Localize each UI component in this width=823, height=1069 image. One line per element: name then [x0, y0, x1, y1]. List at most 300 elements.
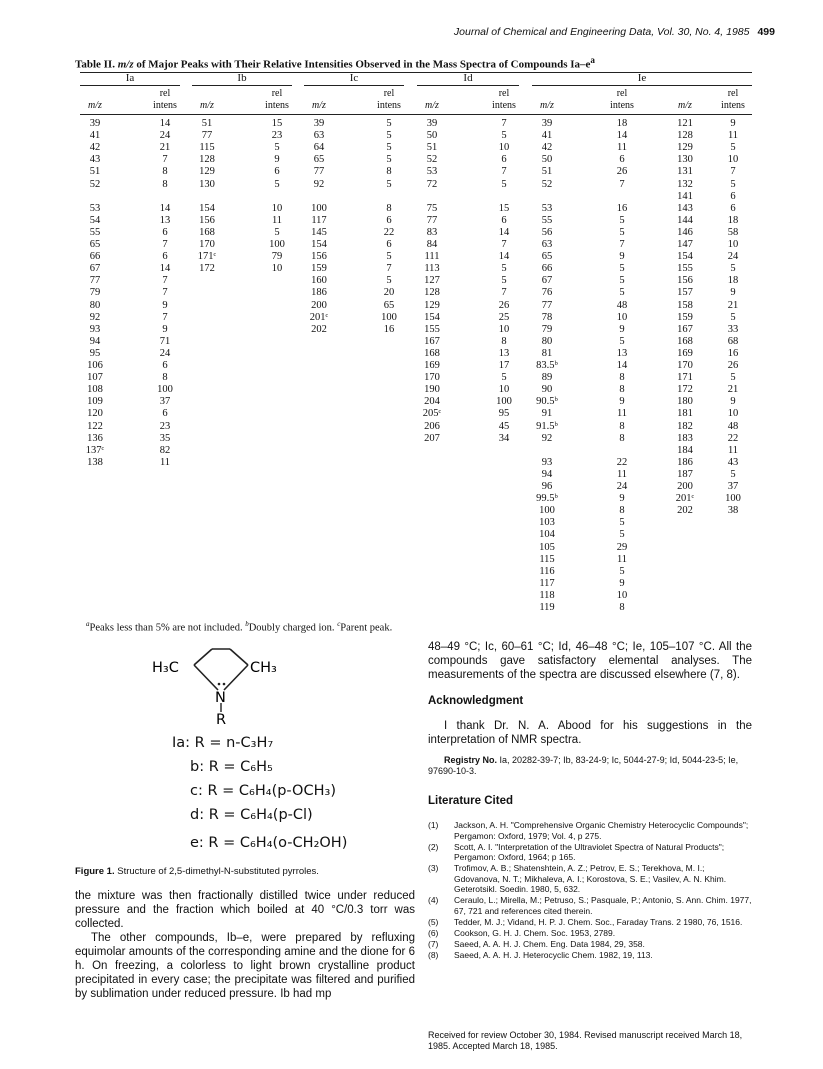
cell-ic-rel: 16: [383, 323, 395, 335]
cell-ie-rel-2: 9: [730, 287, 736, 299]
cell-ia-mz: 77: [89, 275, 101, 287]
cell-ic-mz: 186: [311, 287, 327, 299]
cell-ie-mz-1: 41: [541, 130, 553, 142]
cell-ie-mz-2: 156: [677, 275, 693, 287]
cell-ia-rel: 7: [162, 311, 168, 323]
cell-ie-rel-2: 5: [730, 468, 736, 480]
cell-ie-rel-2: 6: [730, 202, 736, 214]
cell-ie-rel-1: 8: [619, 432, 625, 444]
col-header-intens-ic-rel: intens: [377, 100, 401, 111]
cell-id-rel: 6: [501, 154, 507, 166]
cell-ie-rel-1: 9: [619, 251, 625, 263]
cell-ia-mz: 107: [87, 372, 103, 384]
footnote-mark-c: c: [337, 620, 341, 628]
cell-id-rel: 26: [498, 299, 510, 311]
cell-ie-mz-1: 105: [539, 541, 555, 553]
cell-ie-mz-1: 92: [541, 432, 553, 444]
figure-caption-text: Structure of 2,5-dimethyl-N-substituted pyrroles.: [117, 866, 319, 877]
cell-ia-mz: 120: [87, 408, 103, 420]
cell-ie-rel-1: 48: [616, 299, 628, 311]
cell-ie-rel-2: 22: [727, 432, 739, 444]
registry-numbers: [428, 755, 752, 777]
cell-id-mz: 127: [424, 275, 440, 287]
cell-ia-mz: 65: [89, 239, 101, 250]
reference-item: [428, 950, 752, 961]
cell-id-mz: 53: [426, 166, 438, 178]
cell-ie-rel-2: 18: [727, 214, 739, 226]
cell-ie-mz-2: 200: [677, 481, 693, 492]
cell-ib-rel: 9: [274, 154, 280, 166]
pyrrole-structure-figure: [150, 640, 410, 855]
cell-ie-rel-2: 21: [727, 299, 739, 311]
footnote-a: Peaks less than 5% are not included.: [89, 622, 243, 634]
footnote-b: Doubly charged ion.: [248, 622, 335, 634]
cell-ia-rel: 6: [162, 408, 168, 420]
reference-number: (7): [428, 938, 439, 949]
cell-ie-mz-2: 171: [677, 372, 693, 384]
cell-ia-mz: 67: [89, 263, 101, 275]
cell-id-rel: 45: [498, 420, 510, 432]
cell-ic-rel: 5: [386, 130, 392, 142]
cell-ie-mz-2: 128: [677, 130, 693, 142]
cell-ie-mz-1: 96: [541, 481, 553, 492]
cell-ie-rel-1: 8: [619, 372, 625, 384]
cell-ic-rel: 5: [386, 275, 392, 287]
substituent-e: e: R = C₆H₄(o-CH₂OH): [190, 835, 348, 851]
cell-ie-rel-2: 7: [730, 166, 736, 178]
group-header-ia: Ia: [125, 72, 135, 84]
cell-ie-mz-1: 53: [541, 202, 553, 214]
cell-ib-rel: 10: [271, 263, 283, 275]
cell-id-mz: 77: [426, 214, 438, 226]
reference-item: [428, 863, 752, 895]
cell-ia-mz: 94: [89, 335, 101, 347]
cell-id-rel: 5: [501, 263, 507, 275]
cell-ie-rel-1: 8: [619, 602, 625, 613]
cell-ie-rel-1: 26: [616, 166, 628, 178]
cell-ie-rel-2: 5: [730, 311, 736, 323]
cell-id-mz: 52: [426, 154, 438, 166]
cell-ia-rel: 13: [159, 214, 171, 226]
cell-ie-mz-1: 89: [541, 372, 553, 384]
cell-ie-rel-1: 5: [619, 517, 625, 529]
cell-id-mz: 51: [426, 142, 438, 154]
cell-ie-mz-2: 184: [677, 444, 693, 456]
cell-ie-mz-2: 159: [677, 311, 693, 323]
cell-id-mz: 75: [426, 202, 438, 214]
col-header-ie-mz-2: m/z: [678, 100, 692, 111]
cell-ie-rel-2: 37: [727, 481, 739, 492]
acknowledgment-heading: Acknowledgment: [428, 695, 524, 707]
cell-ia-mz: 108: [87, 384, 103, 396]
page-number: 499: [757, 26, 775, 38]
cell-ia-mz: 53: [89, 202, 101, 214]
group-header-ic: Ic: [349, 72, 359, 84]
cell-ie-mz-1: 81: [541, 347, 553, 359]
col-header-rel-ie-rel-2: rel: [727, 88, 739, 99]
cell-id-mz: 72: [426, 178, 438, 190]
cell-ib-rel: 5: [274, 178, 280, 190]
cell-ib-mz: 128: [199, 154, 215, 166]
cell-id-mz: 170: [424, 372, 440, 384]
cell-ia-rel: 6: [162, 360, 168, 371]
cell-ia-rel: 7: [162, 275, 168, 287]
cell-ic-mz: 200: [311, 299, 327, 311]
substituent-a: Ia: R = n-C₃H₇: [172, 735, 274, 751]
table-header-rule: [80, 114, 752, 115]
cell-ie-mz-1: 42: [541, 142, 553, 154]
cell-ie-mz-2: 167: [677, 323, 693, 335]
figure-caption: [75, 866, 319, 877]
cell-id-rel: 15: [498, 202, 510, 214]
cell-ie-mz-2: 141: [677, 190, 693, 202]
group-header-ie: Ie: [637, 72, 647, 84]
cell-id-rel: 34: [498, 432, 510, 444]
cell-ic-rel: 8: [386, 166, 392, 178]
cell-ie-rel-1: 13: [616, 347, 628, 359]
cell-ia-rel: 7: [162, 154, 168, 166]
cell-ie-mz-2: 155: [677, 263, 693, 275]
cell-ie-mz-1: 51: [541, 166, 553, 178]
cell-ia-rel: 8: [162, 166, 168, 178]
cell-ie-rel-2: 33: [727, 323, 739, 335]
cell-ia-mz: 52: [89, 178, 101, 190]
cell-ie-rel-1: 7: [619, 239, 625, 250]
cell-ib-mz: 77: [201, 130, 213, 142]
cell-ia-rel: 24: [159, 130, 171, 142]
cell-ie-rel-1: 5: [619, 214, 625, 226]
cell-ie-rel-2: 10: [727, 154, 739, 166]
cell-ic-rel: 5: [386, 251, 392, 263]
cell-id-mz: 111: [424, 251, 440, 263]
col-header-rel-ic-rel: rel: [383, 88, 395, 99]
footnote-mark-a: a: [86, 620, 90, 628]
reference-number: (3): [428, 863, 439, 873]
cell-ic-rel: 65: [383, 299, 395, 311]
cell-ia-mz: 43: [89, 154, 101, 166]
cell-ie-mz-1: 93: [541, 456, 553, 468]
cell-ib-mz: 172: [199, 263, 215, 275]
reference-item: [428, 928, 752, 939]
cell-ie-rel-2: 26: [727, 360, 739, 371]
cell-ia-mz: 122: [87, 420, 103, 432]
left-methyl-label: H₃C: [152, 660, 179, 676]
reference-text: Trofimov, A. B.; Shatenshtein, A. Z.; Petrov, E. S.; Terekhova, M. I.; Gdovanova, N. T.; Mikhaleva, A. I.; Korostova, S. E.; Vasilev, A. N. Khim. Geterotsikl. Soedin. 1980, 5, 632.: [454, 863, 727, 894]
cell-ie-rel-2: 21: [727, 384, 739, 396]
cell-ic-mz: 100: [311, 202, 327, 214]
cell-ie-rel-1: 8: [619, 420, 625, 432]
cell-ib-rel: 15: [271, 118, 283, 129]
reference-number: (1): [428, 820, 439, 830]
table-footnotes: [86, 620, 392, 634]
cell-ie-rel-1: 5: [619, 275, 625, 287]
cell-ib-mz: 170: [199, 239, 215, 250]
cell-ie-rel-2: 43: [727, 456, 739, 468]
left-body-text: [75, 889, 415, 1001]
cell-ie-rel-2: 24: [727, 251, 739, 263]
cell-ie-mz-2: 183: [677, 432, 693, 444]
cell-ie-mz-1: 66: [541, 263, 553, 275]
cell-ie-rel-2: 18: [727, 275, 739, 287]
reference-number: (8): [428, 949, 439, 960]
cell-ia-mz: 95: [89, 347, 101, 359]
cell-ib-mz: 115: [199, 142, 215, 154]
cell-id-mz: 50: [426, 130, 438, 142]
cell-id-rel: 14: [498, 251, 510, 263]
cell-ie-mz-1: 99.5ᵇ: [536, 493, 558, 505]
cell-id-mz: 205ᶜ: [422, 408, 442, 420]
cell-ie-mz-1: 103: [539, 517, 555, 529]
cell-ie-mz-1: 39: [541, 118, 553, 129]
cell-ie-rel-1: 7: [619, 178, 625, 190]
reference-text: Saeed, A. A. H. J. Heterocyclic Chem. 1982, 19, 113.: [454, 949, 653, 960]
cell-ia-rel: 9: [162, 299, 168, 311]
cell-id-rel: 8: [501, 335, 507, 347]
cell-ie-rel-2: 100: [725, 493, 741, 505]
cell-ie-mz-2: 158: [677, 299, 693, 311]
cell-ia-rel: 6: [162, 251, 168, 263]
col-header-ib-mz: m/z: [200, 100, 214, 111]
reference-item: [428, 820, 752, 841]
footnote-c: Parent peak.: [340, 622, 393, 634]
cell-ie-mz-2: 202: [677, 505, 693, 517]
cell-ie-rel-1: 6: [619, 154, 625, 166]
cell-ia-rel: 6: [162, 226, 168, 238]
cell-ic-rel: 5: [386, 154, 392, 166]
cell-ic-rel: 100: [381, 311, 397, 323]
left-paragraph-2: The other compounds, Ib–e, were prepared by refluxing equimolar amounts of the corresponding amine and the dione for 6 h. On freezing, a colorless to light brown crystalline product precipitated in every case; the precipitate was filtered and purified by sublimation under reduced pressure. Ib had mp: [75, 932, 415, 1000]
col-header-intens-ie-rel-2: intens: [721, 100, 745, 111]
cell-ia-rel: 8: [162, 178, 168, 190]
group-rule-ib: [192, 85, 292, 86]
cell-ia-rel: 7: [162, 287, 168, 299]
cell-ie-mz-2: 143: [677, 202, 693, 214]
cell-ie-rel-1: 5: [619, 529, 625, 541]
cell-ia-mz: 51: [89, 166, 101, 178]
table-caption: [75, 55, 595, 71]
cell-ib-mz: 156: [199, 214, 215, 226]
literature-heading: Literature Cited: [428, 795, 513, 807]
cell-ia-rel: 100: [157, 384, 173, 396]
reference-item: [428, 842, 752, 863]
cell-ie-mz-1: 94: [541, 468, 553, 480]
cell-id-mz: 39: [426, 118, 438, 129]
cell-ia-mz: 137ᶜ: [85, 444, 105, 456]
cell-ia-rel: 82: [159, 444, 171, 456]
registry-label: Registry No.: [444, 755, 498, 765]
table-caption-text: of Major Peaks with Their Relative Intensities Observed in the Mass Spectra of Compounds Ia–e: [136, 58, 591, 71]
cell-ib-rel: 6: [274, 166, 280, 178]
reference-item: [428, 917, 752, 928]
cell-ie-mz-2: 187: [677, 468, 693, 480]
cell-ie-mz-2: 170: [677, 360, 693, 371]
cell-ia-mz: 42: [89, 142, 101, 154]
cell-id-rel: 7: [501, 166, 507, 178]
cell-ia-mz: 106: [87, 360, 103, 371]
substituent-b: b: R = C₆H₅: [190, 759, 273, 775]
right-body-text: 48–49 °C; Ic, 60–61 °C; Id, 46–48 °C; Ie, 105–107 °C. All the compounds gave satisfactory elemental analyses. The measurements of the spectra are discussed elsewhere (7, 8).: [428, 641, 752, 681]
cell-ie-rel-2: 5: [730, 178, 736, 190]
cell-id-mz: 154: [424, 311, 440, 323]
group-rule-ie: [532, 85, 752, 86]
reference-number: (2): [428, 841, 439, 852]
cell-ie-rel-2: 5: [730, 142, 736, 154]
figure-label: Figure 1.: [75, 866, 115, 877]
cell-ie-rel-2: 11: [727, 130, 739, 142]
cell-ie-mz-1: 77: [541, 299, 553, 311]
cell-ic-mz: 154: [311, 239, 327, 250]
cell-ie-rel-2: 10: [727, 239, 739, 250]
cell-ia-rel: 71: [159, 335, 171, 347]
cell-ia-mz: 54: [89, 214, 101, 226]
col-header-rel-ib-rel: rel: [271, 88, 283, 99]
cell-ib-mz: 168: [199, 226, 215, 238]
cell-ie-rel-1: 8: [619, 384, 625, 396]
cell-ie-mz-1: 76: [541, 287, 553, 299]
cell-ic-rel: 6: [386, 239, 392, 250]
cell-id-rel: 6: [501, 214, 507, 226]
cell-ic-mz: 77: [313, 166, 325, 178]
cell-id-mz: 204: [424, 396, 440, 408]
cell-id-rel: 7: [501, 239, 507, 250]
cell-ie-rel-2: 48: [727, 420, 739, 432]
cell-id-rel: 7: [501, 287, 507, 299]
cell-id-rel: 95: [498, 408, 510, 420]
col-header-intens-ib-rel: intens: [265, 100, 289, 111]
cell-ib-mz: 51: [201, 118, 213, 129]
cell-ie-rel-2: 68: [727, 335, 739, 347]
col-header-rel-ia-rel: rel: [159, 88, 171, 99]
cell-ia-rel: 23: [159, 420, 171, 432]
cell-ie-rel-2: 9: [730, 118, 736, 129]
cell-ie-mz-1: 90: [541, 384, 553, 396]
cell-ie-rel-2: 5: [730, 263, 736, 275]
cell-ie-rel-1: 9: [619, 493, 625, 505]
cell-ic-rel: 20: [383, 287, 395, 299]
group-header-id: Id: [463, 72, 473, 84]
running-header: [454, 26, 775, 38]
cell-ic-mz: 202: [311, 323, 327, 335]
cell-ic-rel: 5: [386, 178, 392, 190]
cell-id-rel: 5: [501, 178, 507, 190]
cell-ia-mz: 80: [89, 299, 101, 311]
cell-ie-mz-1: 91.5ᵇ: [536, 420, 558, 432]
cell-ie-mz-1: 83.5ᵇ: [536, 360, 558, 371]
cell-id-rel: 5: [501, 372, 507, 384]
cell-id-rel: 5: [501, 130, 507, 142]
cell-ib-rel: 11: [271, 214, 283, 226]
col-header-rel-id-rel: rel: [498, 88, 510, 99]
col-header-ic-mz: m/z: [312, 100, 326, 111]
cell-id-mz: 155: [424, 323, 440, 335]
cell-ia-mz: 79: [89, 287, 101, 299]
cell-ie-rel-1: 9: [619, 396, 625, 408]
cell-ie-rel-2: 10: [727, 408, 739, 420]
cell-ie-mz-2: 182: [677, 420, 693, 432]
cell-ie-rel-1: 5: [619, 263, 625, 275]
cell-ic-rel: 5: [386, 142, 392, 154]
col-header-intens-ie-rel-1: intens: [610, 100, 634, 111]
cell-ib-rel: 79: [271, 251, 283, 263]
cell-ic-mz: 39: [313, 118, 325, 129]
cell-ie-rel-1: 9: [619, 577, 625, 589]
cell-ia-rel: 14: [159, 202, 171, 214]
cell-ie-rel-2: 9: [730, 396, 736, 408]
cell-ib-rel: 100: [269, 239, 285, 250]
cell-ie-mz-2: 130: [677, 154, 693, 166]
cell-ic-mz: 64: [313, 142, 325, 154]
cell-ie-rel-1: 10: [616, 311, 628, 323]
cell-ie-mz-1: 78: [541, 311, 553, 323]
cell-ia-rel: 37: [159, 396, 171, 408]
reference-item: [428, 939, 752, 950]
cell-ie-mz-2: 169: [677, 347, 693, 359]
reference-list: [428, 820, 752, 961]
cell-ie-rel-1: 11: [616, 468, 628, 480]
cell-ie-mz-2: 181: [677, 408, 693, 420]
journal-citation: Journal of Chemical and Engineering Data, Vol. 30, No. 4, 1985: [453, 26, 750, 38]
cell-ib-mz: 129: [199, 166, 215, 178]
cell-ia-rel: 24: [159, 347, 171, 359]
cell-ie-rel-2: 16: [727, 347, 739, 359]
cell-ia-mz: 92: [89, 311, 101, 323]
cell-ia-rel: 14: [159, 263, 171, 275]
cell-ia-mz: 109: [87, 396, 103, 408]
cell-ib-rel: 5: [274, 226, 280, 238]
cell-ib-mz: 171ᶜ: [197, 251, 217, 263]
cell-id-rel: 10: [498, 384, 510, 396]
cell-ie-rel-1: 11: [616, 142, 628, 154]
cell-ie-mz-1: 56: [541, 226, 553, 238]
left-paragraph-1: the mixture was then fractionally distilled twice under reduced pressure and the fraction which boiled at 40 °C/0.3 torr was collected.: [75, 890, 415, 930]
group-header-ib: Ib: [237, 72, 247, 84]
cell-ic-mz: 159: [311, 263, 327, 275]
cell-ie-mz-1: 80: [541, 335, 553, 347]
cell-ie-mz-1: 118: [539, 589, 555, 601]
cell-ie-rel-1: 14: [616, 360, 628, 371]
table-caption-note: a: [590, 55, 595, 65]
cell-ie-mz-2: 121: [677, 118, 693, 129]
cell-ic-mz: 63: [313, 130, 325, 142]
reference-text: Saeed, A. A. H. J. Chem. Eng. Data 1984, 29, 358.: [454, 938, 645, 949]
cell-ib-rel: 5: [274, 142, 280, 154]
reference-item: [428, 895, 752, 916]
cell-ia-mz: 39: [89, 118, 101, 129]
cell-id-mz: 168: [424, 347, 440, 359]
cell-ie-mz-2: 168: [677, 335, 693, 347]
cell-ib-rel: 10: [271, 202, 283, 214]
cell-ic-mz: 117: [311, 214, 327, 226]
cell-ie-rel-1: 14: [616, 130, 628, 142]
cell-ie-mz-1: 79: [541, 323, 553, 335]
cell-ie-rel-1: 22: [616, 456, 628, 468]
lone-pair-dot-right: [223, 683, 226, 686]
cell-ie-rel-1: 11: [616, 408, 628, 420]
footnote-mark-b: b: [245, 620, 249, 628]
group-rule-ia: [80, 85, 180, 86]
cell-ia-rel: 11: [159, 456, 171, 468]
cell-id-rel: 100: [496, 396, 512, 408]
cell-ic-mz: 145: [311, 226, 327, 238]
received-dates: Received for review October 30, 1984. Revised manuscript received March 18, 1985. Accepted March 18, 1985.: [428, 1030, 743, 1051]
cell-ia-mz: 66: [89, 251, 101, 263]
cell-id-mz: 129: [424, 299, 440, 311]
cell-ia-rel: 9: [162, 323, 168, 335]
cell-ia-rel: 7: [162, 239, 168, 250]
cell-ie-mz-1: 65: [541, 251, 553, 263]
cell-ie-mz-1: 104: [539, 529, 555, 541]
cell-ie-mz-1: 116: [539, 565, 555, 577]
